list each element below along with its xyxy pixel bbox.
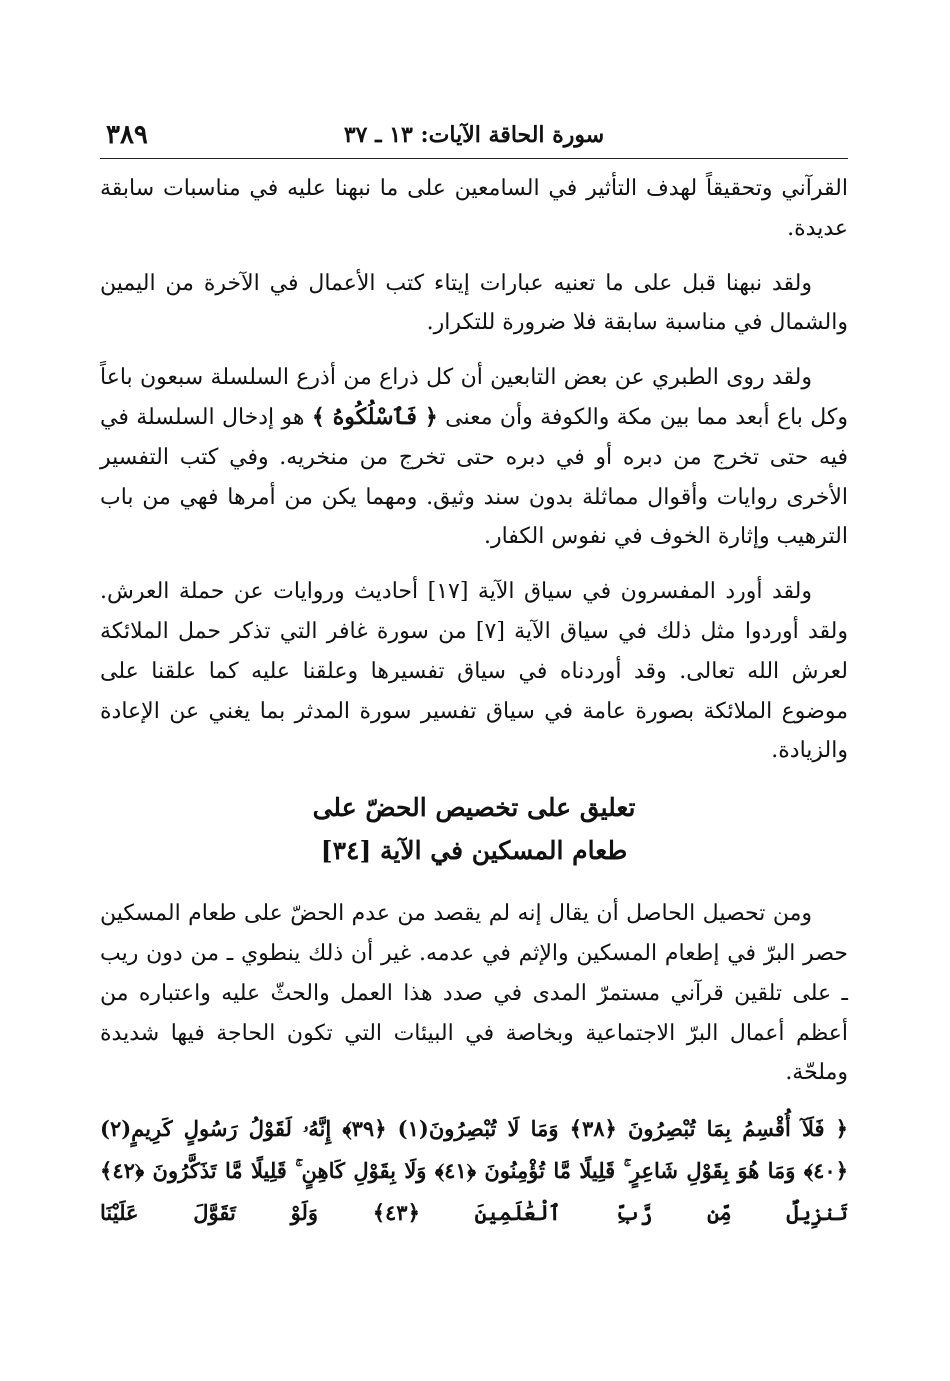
quran-verses-block: ﴿ فَلَآ أُقْسِمُ بِمَا تُبْصِرُونَ ﴿٣٨﴾ وَمَا لَا تُبْصِرُونَ(١) ﴿٣٩﴾ إِنَّهُۥ لَقَوْلُ رَسُولٍ كَرِيمٍ(٢) ﴿٤٠﴾ وَمَا هُوَ بِقَوْلِ شَاعِرٍ ۚ قَلِيلًا مَّا تُؤْمِنُونَ ﴿٤١﴾ وَلَا بِقَوْلِ كَاهِنٍ ۚ قَلِيلًا مَّا تَذَكَّرُونَ ﴿٤٢﴾ تَنزِيلٌ مِّن رَّبِّ ٱلْعَٰلَمِينَ ﴿٤٣﴾ وَلَوْ تَقَوَّلَ عَلَيْنَا — [100, 1116, 849, 1226]
section-heading-line-1: تعليق على تخصيص الحضّ على — [312, 793, 636, 823]
paragraph-chain-part-a: ولقد روى الطبري عن بعض التابعين أن كل ذراع من أذرع السلسلة سبعون باعاً وكل باع أبعد مما بين مكة والكوفة وأن معنى — [100, 365, 849, 430]
paragraph-continuation: القرآني وتحقيقاً لهدف التأثير في السامعين على ما نبهنا عليه في مناسبات سابقة عديدة. — [100, 176, 848, 241]
paragraph-books-of-deeds: ولقد نبهنا قبل على ما تعنيه عبارات إيتاء كتب الأعمال في الآخرة من اليمين والشمال في مناسبة سابقة فلا ضرورة للتكرار. — [100, 270, 848, 336]
page-header — [100, 118, 848, 159]
section-heading — [100, 786, 848, 872]
page-number: ٣٨٩ — [106, 120, 148, 150]
body-text — [100, 169, 848, 1234]
paragraph-throne-bearers: ولقد أورد المفسرون في سياق الآية [١٧] أحاديث وروايات عن حملة العرش. ولقد أوردوا مثل ذلك في سياق الآية [٧] من سورة غافر التي تذكر حمل الملائكة لعرش الله تعالى. وقد أوردناه في سياق تفسيرها وعلقنا عليه كما علقنا على موضوع الملائكة بصورة عامة في سياق تفسير سورة المدثر بما يغني عن الإعادة والزيادة. — [100, 579, 848, 764]
running-head: سورة الحاقة الآيات: ١٣ ـ ٣٧ — [343, 122, 605, 148]
quran-quote-inline: ﴿ فَٱسْلُكُوهُ ﴾ — [311, 403, 438, 430]
document-page — [100, 118, 848, 1234]
paragraph-feeding-poor: ومن تحصيل الحاصل أن يقال إنه لم يقصد من عدم الحضّ على طعام المسكين حصر البرّ في إطعام المسكين والإثم في عدمه. غير أن ذلك ينطوي ـ من دون ريب ـ على تلقين قرآني مستمرّ المدى في صدد هذا العمل والحثّ عليه واعتباره من أعظم أعمال البرّ الاجتماعية وبخاصة في البيئات التي تكون الحاجة فيها شديدة وملحّة. — [100, 901, 848, 1086]
section-heading-line-2: طعام المسكين في الآية [٣٤] — [320, 836, 628, 866]
paragraph-chain-part-b: هو إدخال السلسلة في فيه حتى تخرج من دبره أو في دبره حتى تخرج من منخريه. وفي كتب التفسير الأخرى روايات وأقوال مماثلة بدون سند وثيق. ومهما يكن من أمرها فهي من باب الترهيب وإثارة الخوف في نفوس الكفار. — [100, 404, 848, 550]
paragraph-chain-narration — [100, 358, 848, 557]
